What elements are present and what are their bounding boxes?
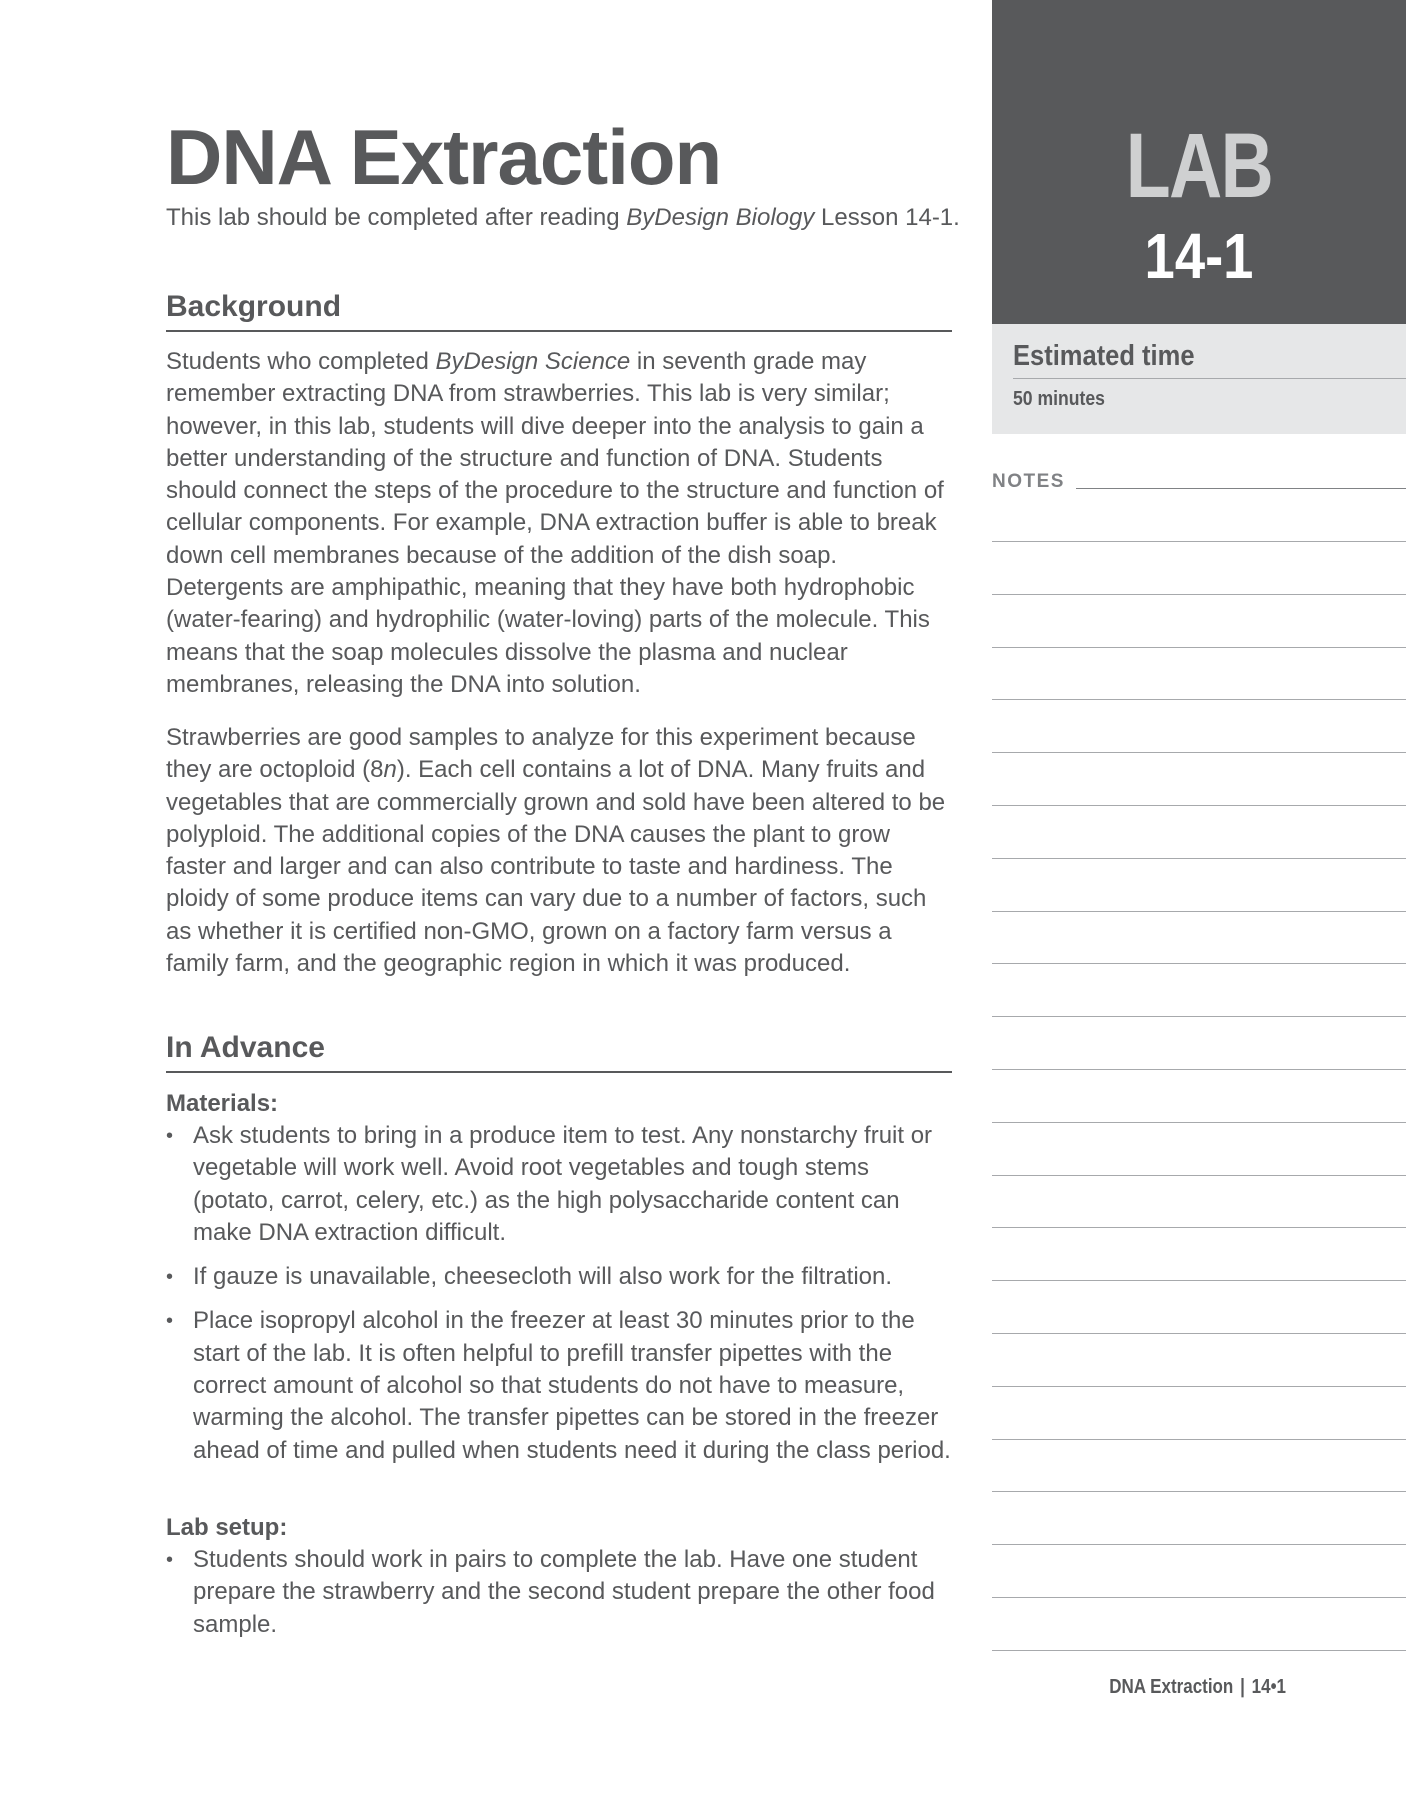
estimated-time-divider <box>1013 378 1406 379</box>
notes-rule-line <box>992 911 1406 912</box>
setup-item-text: Students should work in pairs to complete the lab. Have one student prepare the strawberry and the second student prepare the other food sample. <box>193 1546 935 1638</box>
list-item <box>166 1305 952 1466</box>
bullet-icon: • <box>166 1549 174 1571</box>
notes-label: NOTES <box>992 471 1065 492</box>
subtitle-text-post: Lesson 14-1. <box>814 204 960 231</box>
bullet-icon: • <box>166 1266 174 1289</box>
notes-rule-line <box>992 1175 1406 1176</box>
p1-book-title: ByDesign Science <box>435 348 631 375</box>
lab-number-panel <box>992 0 1406 324</box>
materials-item-text: If gauze is unavailable, cheesecloth will also work for the filtration. <box>193 1263 893 1291</box>
p2-ploidy-n: n <box>383 756 397 784</box>
notes-rule-line <box>992 963 1406 964</box>
page-title: DNA Extraction <box>166 113 722 201</box>
materials-label: Materials: <box>166 1090 279 1117</box>
notes-rule-line <box>992 541 1406 542</box>
estimated-time-value: 50 minutes <box>1013 388 1105 410</box>
notes-rule-line <box>992 1597 1406 1598</box>
background-heading: Background <box>166 290 952 332</box>
lab-number: 14-1 <box>1144 220 1254 292</box>
notes-rule-line <box>992 1227 1406 1228</box>
notes-rule-line <box>992 594 1406 595</box>
lab-word: LAB <box>1125 115 1273 217</box>
lab-setup-list <box>166 1544 952 1641</box>
notes-rule-line <box>992 699 1406 700</box>
notes-rule-line <box>992 1333 1406 1334</box>
p2-text-pre: Strawberries are good samples to analyze for this experiment because they are octoploid (8 <box>166 724 916 784</box>
notes-rule-line <box>992 1650 1406 1651</box>
footer-page-number: 14•1 <box>1251 1676 1286 1698</box>
p1-text-post: in seventh grade may remember extracting DNA from strawberries. This lab is very similar; however, in this lab, students will dive deeper into the analysis to gain a better understanding of the structure and function of DNA. Students should connect the steps of the procedure to the structure and function of cellular components. For example, DNA extraction buffer is able to break down cell membranes because of the addition of the dish soap. Detergents are amphipathic, meaning that they have both hydrophobic (water-fearing) and hydrophilic (water-loving) parts of the molecule. This means that the soap molecules dissolve the plasma and nuclear membranes, releasing the DNA into solution. <box>166 348 944 698</box>
background-paragraph-1 <box>166 346 952 701</box>
notes-rule-line <box>992 1439 1406 1440</box>
estimated-time-panel <box>992 324 1406 434</box>
notes-rule-line <box>992 858 1406 859</box>
notes-rule-line <box>992 805 1406 806</box>
footer-separator: | <box>1240 1676 1245 1698</box>
notes-rule-line <box>992 1491 1406 1492</box>
notes-first-line <box>1076 488 1406 489</box>
page-subtitle <box>166 204 966 232</box>
bullet-icon: • <box>166 1125 174 1147</box>
notes-rule-line <box>992 1122 1406 1123</box>
bullet-icon: • <box>166 1310 174 1333</box>
estimated-time-label: Estimated time <box>1013 340 1195 372</box>
p1-text-pre: Students who completed <box>166 348 436 375</box>
p2-text-post: ). Each cell contains a lot of DNA. Many fruits and vegetables that are commercially grown and sold have been altered to be polyploid. The additional copies of the DNA causes the plant to grow faster and larger and can also contribute to taste and hardiness. The ploidy of some produce items can vary due to a number of factors, such as whether it is certified non-GMO, grown on a factory farm versus a family farm, and the geographic region in which it was produced. <box>166 756 946 978</box>
materials-item-text: Ask students to bring in a produce item to test. Any nonstarchy fruit or vegetable will work well. Avoid root vegetables and tough stems (potato, carrot, celery, etc.) as the high polysaccharide content can make DNA extraction difficult. <box>193 1122 933 1246</box>
list-item <box>166 1544 952 1641</box>
list-item <box>166 1120 952 1249</box>
notes-rule-line <box>992 1544 1406 1545</box>
footer-title: DNA Extraction <box>1109 1676 1234 1698</box>
notes-rule-line <box>992 1280 1406 1281</box>
notes-rule-line <box>992 1016 1406 1017</box>
materials-item-text: Place isopropyl alcohol in the freezer at least 30 minutes prior to the start of the lab. It is often helpful to prefill transfer pipettes with the correct amount of alcohol so that students do not have to measure, warming the alcohol. The transfer pipettes can be stored in the freezer ahead of time and pulled when students need it during the class period. <box>193 1307 951 1464</box>
list-item <box>166 1261 952 1293</box>
subtitle-book-title: ByDesign Biology <box>626 204 815 231</box>
lab-setup-label: Lab setup: <box>166 1514 288 1541</box>
notes-rule-line <box>992 752 1406 753</box>
subtitle-text-pre: This lab should be completed after reading <box>166 204 627 231</box>
notes-rule-line <box>992 1386 1406 1387</box>
notes-rule-line <box>992 647 1406 648</box>
background-paragraph-2 <box>166 722 952 980</box>
page-footer <box>1094 1676 1286 1699</box>
materials-list <box>166 1120 952 1467</box>
notes-rule-line <box>992 1069 1406 1070</box>
in-advance-heading: In Advance <box>166 1031 952 1073</box>
